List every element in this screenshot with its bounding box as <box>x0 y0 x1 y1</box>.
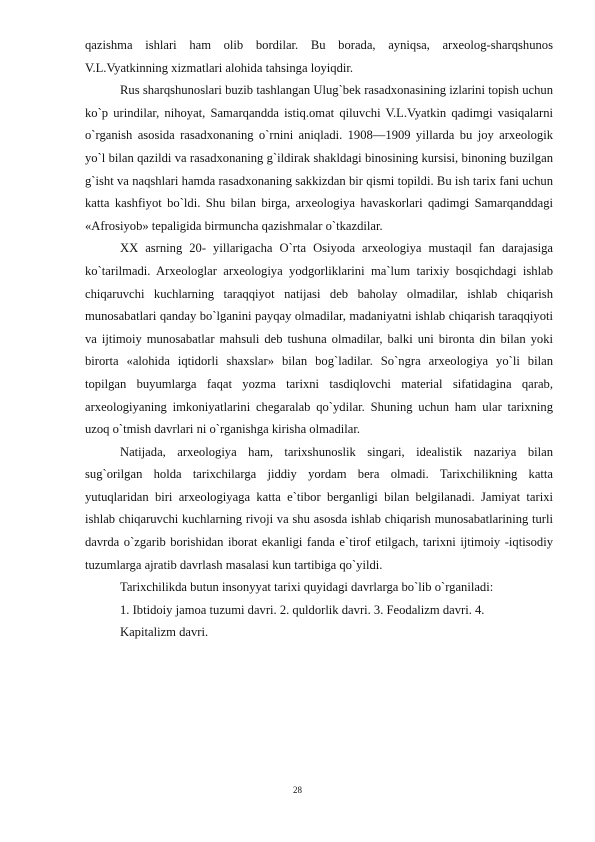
paragraph-1: qazishma ishlari ham olib bordilar. Bu borada, ayniqsa, arxeolog-sharqshunos V.L.Vyatkinning xizmatlari alohida tahsinga loyiqdir. <box>85 38 553 75</box>
paragraph-4: Natijada, arxeologiya ham, tarixshunoslik singari, idealistik nazariya bilan sug`orilgan holda tarixchilarga jiddiy yordam bera olmadi. Tarixchilikning katta yutuqlaridan biri arxeologiyaga katta e`tibor berganligi bilan belgilanadi. Jamiyat tarixi ishlab chiqaruvchi kuchlarning rivoji va shu asosda ishlab chiqarish munosabatlarining turli davrda o`zgarib borishidan iborat ekanligi fanda e`tirof etilgach, tarixni ijtimoiy -iqtisodiy tuzumlarga ajratib davrlash masalasi kun tartibiga qo`yildi. <box>85 444 553 572</box>
body-text <box>85 34 553 644</box>
period-list-line: 1. Ibtidoiy jamoa tuzumi davri. 2. quldorlik davri. 3. Feodalizm davri. 4. <box>120 602 485 617</box>
period-list-line-continued: Kapitalizm davri. <box>120 625 209 640</box>
paragraph-5: Tarixchilikda butun insonyyat tarixi quyidagi davrlarga bo`lib o`rganiladi: <box>120 580 494 595</box>
paragraph-3: XX asrning 20- yillarigacha O`rta Osiyoda arxeologiya mustaqil fan darajasiga ko`tarilmadi. Arxeologlar arxeologiya yodgorliklarini ma`lum tarixiy bosqichdagi ishlab chiqaruvchi kuchlarning taraqqiyot natijasi deb baholay olmadilar, ishlab chiqarish munosabatlari qanday bo`lganini payqay olmadilar, madaniyatni ishlab chiqarish taraqqiyoti va ijtimoiy munosabatlar mahsuli deb tushuna olmadilar, balki uni bironta din bilan yoki birorta «alohida iqtidorli shaxslar» bilan bog`ladilar. So`ngra arxeologiya yo`li bilan topilgan buyumlarga faqat yozma tarixni tasdiqlovchi material sifatidagina qarab, arxeologiyaning imkoniyatlarini chegaralab qo`ydilar. Shuning uchun ham ular tarixning uzoq o`tmish davrlari ni o`rganishga kirisha olmadilar. <box>85 241 553 437</box>
page-number: 28 <box>293 785 302 795</box>
paragraph-2: Rus sharqshunoslari buzib tashlangan Ulug`bek rasadxonasining izlarini topish uchun ko`p urindilar, nihoyat, Samarqandda istiq.omat qiluvchi V.L.Vyatkin qadimgi vasiqalarni o`rganish asosida rasadxonaning o`rnini aniqladi. 1908—1909 yillarda bu joy arxeologik yo`l bilan qazildi va rasadxonaning g`ildirak shakldagi binosining kursisi, binoning buzilgan g`isht va naqshlari hamda rasadxonaning sakkizdan bir qismi topildi. Bu ish tarix fani uchun katta kashfiyot bo`ldi. Shu bilan birga, arxeologiya havaskorlari qadimgi Samarqanddagi «Afrosiyob» tepaligida birmuncha qazishmalar o`tkazdilar. <box>85 83 553 233</box>
